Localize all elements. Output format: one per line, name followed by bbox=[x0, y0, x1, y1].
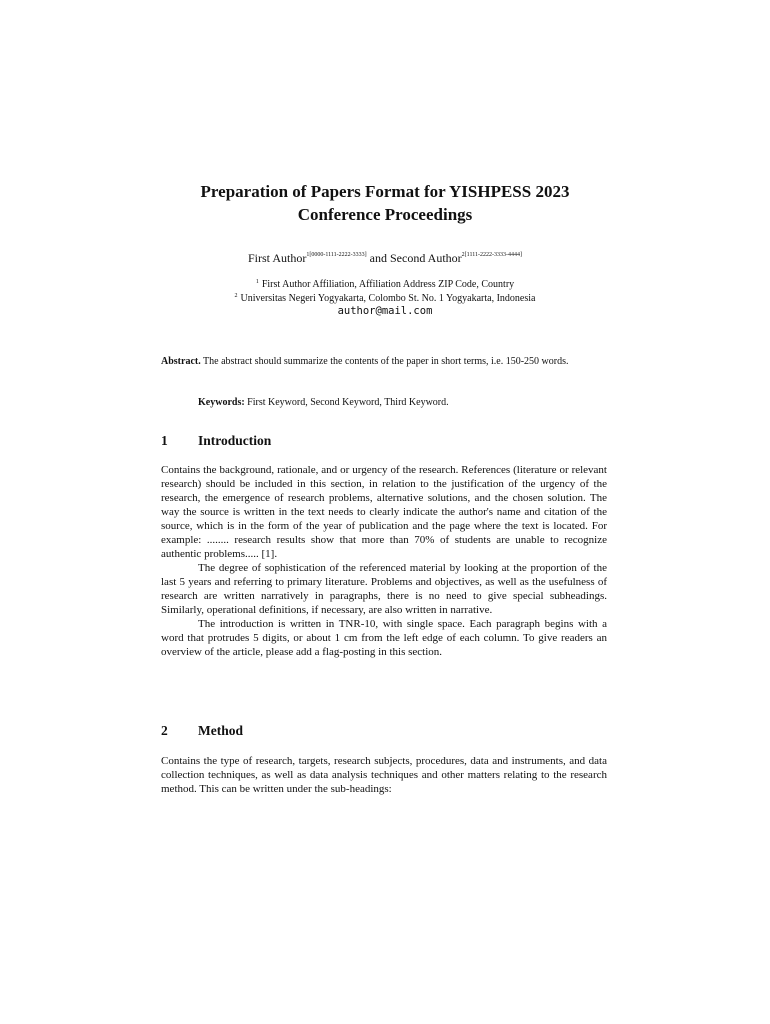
keywords bbox=[198, 396, 607, 410]
affiliation-2-text: Universitas Negeri Yogyakarta, Colombo St. No. 1 Yogyakarta, Indonesia bbox=[240, 292, 536, 304]
introduction-body bbox=[161, 463, 607, 659]
paragraph: Contains the type of research, targets, research subjects, procedures, data and instruments, and data collection techniques, as well as data analysis techniques and other matters relating to the research method. This can be written under the sub-headings: bbox=[161, 755, 607, 795]
first-author-orcid: 1[0000-1111-2222-3333] bbox=[306, 252, 367, 258]
keywords-label: Keywords: bbox=[198, 397, 245, 408]
section-title: Method bbox=[198, 723, 243, 738]
second-author-orcid: 2[1111-2222-3333-4444] bbox=[461, 252, 522, 258]
paper-title bbox=[100, 180, 670, 226]
first-author-name: First Author bbox=[248, 251, 307, 265]
paper-title-line-1: Preparation of Papers Format for YISHPESS 2023 bbox=[200, 182, 570, 201]
section-title: Introduction bbox=[198, 433, 272, 448]
affiliation-2 bbox=[100, 292, 670, 306]
affiliation-2-marker: 2 bbox=[234, 292, 238, 299]
affiliation-block bbox=[100, 278, 670, 319]
method-body bbox=[161, 754, 607, 796]
abstract bbox=[161, 355, 607, 369]
section-number: 2 bbox=[161, 723, 168, 738]
paragraph: The introduction is written in TNR-10, with single space. Each paragraph begins with a word that protrudes 5 digits, or about 1 cm from the left edge of each column. To give readers an overview of the article, please add a flag-posting in this section. bbox=[161, 618, 607, 658]
keywords-text: First Keyword, Second Keyword, Third Keyword. bbox=[244, 397, 449, 408]
affiliation-1 bbox=[100, 278, 670, 292]
paper-title-line-2: Conference Proceedings bbox=[297, 205, 473, 224]
affiliation-1-marker: 1 bbox=[255, 279, 259, 285]
affiliation-1-text: First Author Affiliation, Affiliation Address ZIP Code, Country bbox=[261, 279, 515, 290]
section-heading-introduction bbox=[161, 432, 607, 450]
author-connector: and bbox=[366, 251, 390, 265]
author-list bbox=[100, 250, 670, 266]
paragraph: The degree of sophistication of the referenced material by looking at the proportion of the last 5 years and referring to primary literature. Problems and objectives, as well as the usefulness of research are written narratively in paragraphs, there is no need to give special subheadings. Similarly, operational definitions, if necessary, are also written in narrative. bbox=[161, 562, 607, 616]
abstract-label: Abstract. bbox=[161, 356, 201, 367]
section-heading-method bbox=[161, 722, 607, 740]
author-email: author@mail.com bbox=[337, 305, 433, 317]
abstract-text: The abstract should summarize the contents of the paper in short terms, i.e. 150-250 words. bbox=[200, 356, 569, 367]
second-author-name: Second Author bbox=[390, 251, 462, 265]
section-number: 1 bbox=[161, 433, 168, 448]
paragraph: Contains the background, rationale, and or urgency of the research. References (literature or relevant research) should be included in this section, in relation to the justification of the urgency of the research, the emergence of research problems, alternative solutions, and the chosen solution. The way the source is written in the text needs to clearly indicate the author's name and citation of the source, which is in the form of the year of publication and the page where the text is located. For example: ........ research results show that more than 70% of students are unable to recognize authentic problems..... [1]. bbox=[161, 464, 607, 560]
